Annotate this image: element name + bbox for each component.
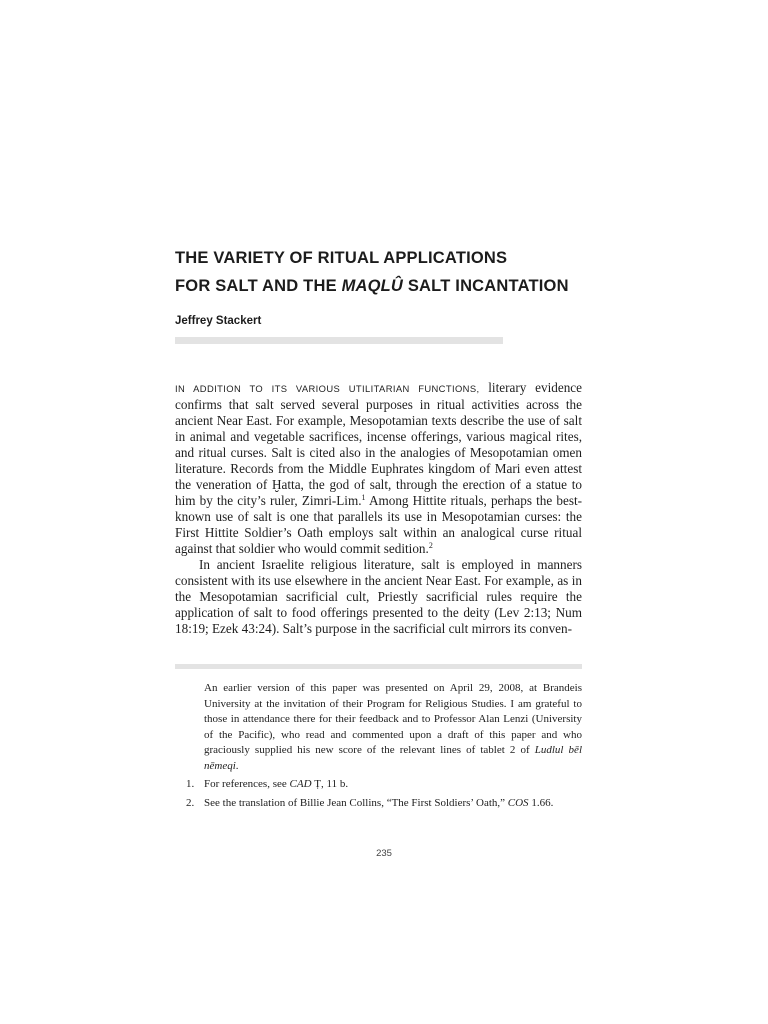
- footnote-2-italic: COS: [507, 796, 529, 809]
- footnote-2-text-b: 1.66.: [528, 796, 554, 809]
- footnotes: [175, 681, 582, 811]
- acknowledgement-note: [175, 681, 582, 774]
- author-name: Jeffrey Stackert: [175, 315, 262, 327]
- footnote-1-number: 1.: [186, 778, 195, 790]
- article-title: [175, 244, 595, 300]
- paragraph-1-text-a: literary evidence confirms that salt served several purposes in ritual activities across the ancient Near East. For example, Mesopotamian texts describe the use of salt in animal and vegetable sacrifices, incense offerings, various magical rites, and ritual curses. Salt is cited also in the analogies of Mesopotamian omen literature. Records from the Middle Euphrates kingdom of Mari even attest the veneration of Ḫatta, the god of salt, through the erection of a statue to him by the city’s ruler, Zimri-Lim.: [175, 380, 582, 508]
- title-line-2-end: SALT INCANTATION: [403, 277, 569, 295]
- title-line-1: THE VARIETY OF RITUAL APPLICATIONS: [175, 249, 508, 267]
- footnote-divider: [175, 664, 582, 669]
- acknowledgement-end: .: [235, 759, 239, 772]
- footnote-2-text: [204, 796, 582, 812]
- paragraph-1: [175, 380, 582, 557]
- footnote-1-text: [204, 777, 582, 793]
- footnote-ref-2: 2: [428, 541, 433, 550]
- paragraph-1-text-b: Among Hittite rituals, perhaps the best-known use of salt is one that parallels its use in Mesopotamian curses: the First Hittite Soldier’s Oath employs salt within an analogical curse ritual against that soldier who would commit sedition.: [175, 493, 583, 556]
- footnote-1-italic: CAD: [289, 778, 312, 790]
- title-divider: [175, 337, 503, 344]
- footnote-1-text-a: For references, see: [204, 778, 290, 790]
- footnote-2-number: 2.: [186, 796, 195, 809]
- footnote-1-text-b: Ṭ, 11 b.: [311, 778, 349, 790]
- title-maqlu: MAQLÛ: [341, 277, 404, 295]
- paragraph-2: In ancient Israelite religious literature, salt is employed in manners consistent with its use elsewhere in the ancient Near East. For example, as in the Mesopotamian sacrificial cult, Priestly sacrificial rules require the application of salt to food offerings presented to the deity (Lev 2:13; Num 18:19; Ezek 43:24). Salt’s purpose in the sacrificial cult mirrors its conven-: [175, 557, 582, 636]
- footnote-ref-1: 1: [361, 493, 366, 502]
- footnote-2-text-a: See the translation of Billie Jean Collins, “The First Soldiers’ Oath,”: [204, 796, 508, 809]
- acknowledgement-italic: Ludlul bēl nēmeqi: [204, 744, 582, 772]
- footnote-2: [175, 796, 582, 812]
- opening-small-caps: IN ADDITION TO ITS VARIOUS UTILITARIAN FUNCTIONS,: [175, 383, 480, 394]
- page-number: 235: [376, 848, 392, 859]
- footnote-1: [175, 777, 582, 793]
- acknowledgement-text: An earlier version of this paper was presented on April 29, 2008, at Brandeis University at the invitation of their Program for Religious Studies. I am grateful to those in attendance there for their feedback and to Professor Alan Lenzi (University of the Pacific), who read and commented upon a draft of this paper and who graciously supplied his new score of the relevant lines of tablet 2 of: [204, 682, 582, 756]
- title-line-2: [175, 272, 595, 300]
- title-line-2-start: FOR SALT AND THE: [175, 277, 342, 295]
- body-text: [175, 380, 582, 637]
